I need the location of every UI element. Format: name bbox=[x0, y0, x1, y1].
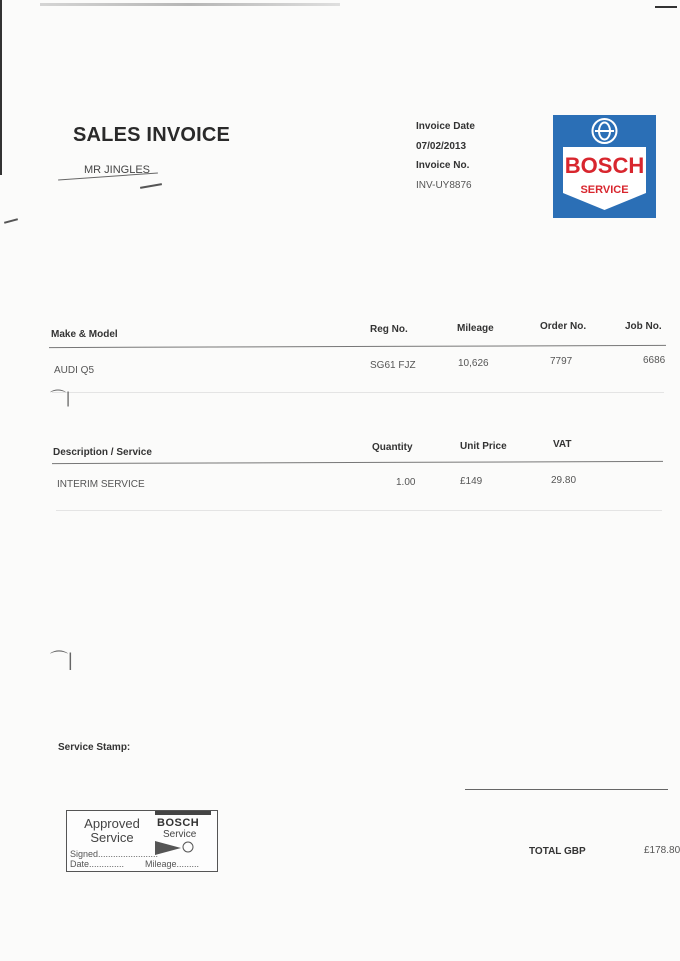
vehicle-header-reg: Reg No. bbox=[370, 324, 408, 335]
stamp-mileage-field: Mileage......... bbox=[145, 859, 200, 869]
invoice-title: SALES INVOICE bbox=[73, 124, 231, 146]
stamp-graphic bbox=[155, 841, 195, 855]
scan-artifact-top bbox=[40, 3, 340, 6]
scan-artifact-corner bbox=[655, 6, 677, 8]
vehicle-mileage: 10,626 bbox=[458, 358, 489, 369]
signature-line bbox=[465, 789, 668, 790]
service-header-quantity: Quantity bbox=[372, 442, 413, 453]
vehicle-header-job: Job No. bbox=[625, 321, 662, 332]
stamp-bar bbox=[155, 811, 211, 815]
stamp-approved-text bbox=[77, 817, 147, 845]
scan-artifact-dash bbox=[4, 218, 18, 224]
service-header-rule bbox=[52, 461, 663, 464]
service-quantity: 1.00 bbox=[396, 477, 416, 488]
vehicle-row-rule bbox=[52, 392, 664, 393]
scan-artifact-left bbox=[0, 0, 2, 175]
invoice-date-label: Invoice Date bbox=[416, 121, 475, 132]
invoice-number-value: INV-UY8876 bbox=[416, 180, 472, 191]
total-label: TOTAL GBP bbox=[529, 846, 586, 857]
stamp-date: Date bbox=[70, 859, 90, 869]
logo-tagline: SERVICE bbox=[580, 184, 629, 196]
stamp-brand-service: Service bbox=[163, 829, 197, 840]
vehicle-header-mileage: Mileage bbox=[457, 323, 494, 334]
service-header-vat: VAT bbox=[553, 439, 572, 450]
bosch-service-logo bbox=[553, 115, 656, 218]
service-header-unit-price: Unit Price bbox=[460, 441, 507, 452]
vehicle-header-make-model: Make & Model bbox=[51, 329, 118, 340]
invoice-number-label: Invoice No. bbox=[416, 160, 470, 171]
vehicle-order: 7797 bbox=[550, 356, 573, 367]
customer-name: MR JINGLES bbox=[84, 164, 151, 176]
service-vat: 29.80 bbox=[551, 475, 577, 486]
service-description: INTERIM SERVICE bbox=[57, 479, 145, 490]
service-unit-price: £149 bbox=[460, 476, 483, 487]
pen-mark: ⌒| bbox=[50, 390, 71, 407]
stamp-service: Service bbox=[90, 830, 134, 845]
stamp-mileage: Mileage bbox=[145, 859, 177, 869]
service-header-description: Description / Service bbox=[53, 447, 152, 458]
stamp-brand: BOSCH bbox=[157, 817, 200, 829]
vehicle-header-rule bbox=[49, 345, 666, 348]
customer-mark bbox=[140, 183, 162, 189]
vehicle-job: 6686 bbox=[643, 355, 666, 366]
logo-brand: BOSCH bbox=[564, 153, 645, 178]
service-row-rule bbox=[56, 510, 662, 511]
vehicle-make-model: AUDI Q5 bbox=[54, 365, 95, 376]
total-value: £178.80 bbox=[644, 845, 680, 856]
vehicle-reg: SG61 FJZ bbox=[370, 360, 416, 371]
stamp-signed-field: Signed........................ bbox=[70, 849, 159, 859]
pen-mark-2: ⌒| bbox=[50, 650, 73, 670]
stamp-date-field: Date.............. bbox=[70, 859, 125, 869]
stamp-signed: Signed bbox=[70, 849, 99, 859]
service-stamp-label: Service Stamp: bbox=[58, 742, 131, 753]
invoice-date-value: 07/02/2013 bbox=[416, 141, 467, 152]
stamp-approved: Approved bbox=[84, 816, 140, 831]
vehicle-header-order: Order No. bbox=[540, 321, 587, 332]
approved-service-stamp bbox=[66, 810, 218, 872]
